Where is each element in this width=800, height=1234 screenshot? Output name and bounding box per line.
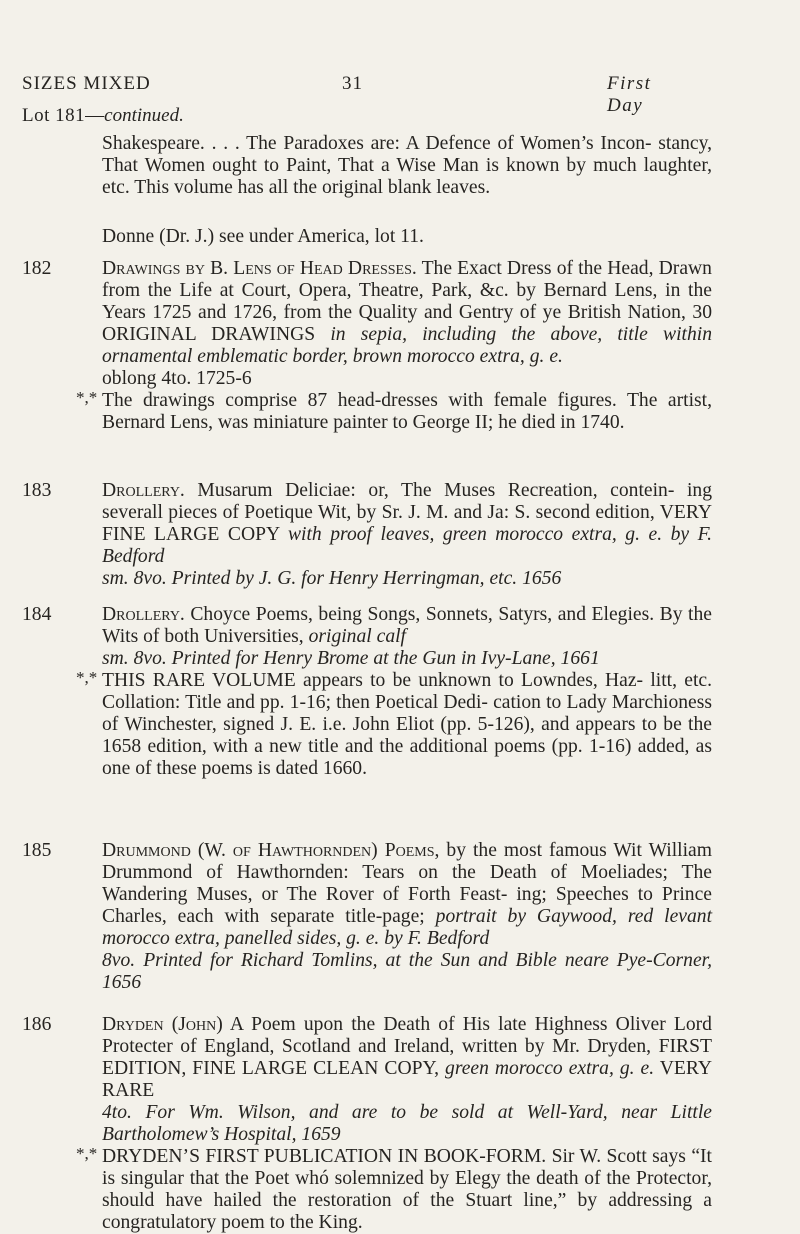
lot-description: A Poem upon the Death of His late Highness Oliver Lord Protecter of England, Scotland and Ireland, written by Mr. Dryden, FIRST EDITION, FINE LARGE CLEAN COPY, [102, 1014, 712, 1079]
lot-note: *,* DRYDEN’S FIRST PUBLICATION IN BOOK-FORM. Sir W. Scott says “It is singular that the Poet whó solemnized by Elegy the death of the Protector, should have hailed the restoration of the Stuart line,” by addressing a congratulatory poem to the King. [76, 1144, 712, 1233]
lot-imprint: oblong 4to. 1725-6 [102, 368, 252, 389]
lot-number: 186 [22, 1014, 52, 1035]
lot-entry-185 [22, 840, 712, 994]
lot-entry-183 [22, 480, 712, 590]
lot-note: *,* The drawings comprise 87 head-dresses with female figures. The artist, Bernard Lens, was miniature painter to George II; he died in 1740. [76, 388, 712, 433]
lot-binding: in sepia, including the above, title within ornamental emblematic border, brown morocco extra, g. e. [102, 324, 712, 367]
lot-imprint: sm. 8vo. Printed for Henry Brome at the Gun in Ivy-Lane, 1661 [102, 648, 600, 669]
note-asterisk: *,* [76, 388, 98, 407]
header-day: First Day [607, 73, 652, 116]
lot-number: 182 [22, 258, 52, 279]
lot-imprint: 4to. For Wm. Wilson, and are to be sold at Well-Yard, near Little Bartholomew’s Hospital, 1659 [102, 1102, 712, 1145]
lot-binding: green morocco extra, g. e. [445, 1058, 655, 1079]
lot-rarity: VERY RARE [102, 1058, 712, 1101]
lot-title: Drummond (W. of Hawthornden) Poems, [102, 840, 440, 861]
lot-number: 184 [22, 604, 52, 625]
lot-imprint: sm. 8vo. Printed by J. G. for Henry Herringman, etc. 1656 [102, 568, 562, 589]
page-number: 31 [342, 73, 363, 94]
lot-title: Dryden (John) [102, 1014, 223, 1035]
lot-continued-heading: Lot 181—continued. [22, 105, 184, 126]
lot-title: Drollery. [102, 480, 185, 501]
lot-entry-184 [22, 604, 712, 780]
lot-title: Drawings by B. Lens of Head Dresses. [102, 258, 417, 279]
continued-label: continued. [104, 105, 184, 126]
cross-reference: Donne (Dr. J.) see under America, lot 11. [102, 226, 424, 247]
lot-entry-182 [22, 258, 712, 434]
lot-description: Musarum Deliciae: or, The Muses Recreation, contein- ing severall pieces of Poetique Wit, by Sr. J. M. and Ja: S. second edition, VERY FINE LARGE COPY [102, 480, 713, 545]
lot-binding: portrait by Gaywood, red levant morocco extra, panelled sides, g. e. by F. Bedford [102, 906, 713, 949]
lot-entry-186 [22, 1014, 712, 1234]
lot-title: Drollery. [102, 604, 185, 625]
note-asterisk: *,* [76, 1144, 98, 1163]
note-asterisk: *,* [76, 668, 98, 687]
lot-binding: with proof leaves, green morocco extra, g. e. by F. Bedford [102, 524, 712, 567]
lot-imprint: 8vo. Printed for Richard Tomlins, at the Sun and Bible neare Pye-Corner, 1656 [102, 950, 712, 993]
lot-number: 183 [22, 480, 52, 501]
lot-binding: original calf [308, 626, 407, 647]
continued-description: Shakespeare. . . . The Paradoxes are: A Defence of Women’s Incon- stancy, That Women ought to Paint, That a Wise Man is known by much laughter, etc. This volume has all the original blank leaves. [102, 133, 712, 198]
lot-description: Choyce Poems, being Songs, Sonnets, Satyrs, and Elegies. By the Wits of both Universities, [102, 604, 712, 647]
lot-label: Lot 181 [22, 105, 86, 126]
lot-note: *,* THIS RARE VOLUME appears to be unknown to Lowndes, Haz- litt, etc. Collation: Title and pp. 1-16; then Poetical Dedi- cation to Lady Marchioness of Winchester, signed J. E. i.e. John Eliot (pp. 5-126), and appears to be the 1658 edition, with a new title and the additional poems (pp. 1-16) added, as one of these poems is dated 1660. [76, 668, 712, 779]
lot-number: 185 [22, 840, 52, 861]
header-section: SIZES MIXED [22, 73, 151, 94]
lot-description: The Exact Dress of the Head, Drawn from the Life at Court, Opera, Theatre, Park, &c. by Bernard Lens, in the Years 1725 and 1726, from the Quality and Gentry of ye British Nation, 30 ORIGINAL DRAWINGS [102, 258, 712, 345]
lot-description: by the most famous Wit William Drummond of Hawthornden: Tears on the Death of Moeliades; The Wandering Muses, or The Rover of Forth Feast- ing; Speeches to Prince Charles, each with separate title-page; [102, 840, 712, 927]
